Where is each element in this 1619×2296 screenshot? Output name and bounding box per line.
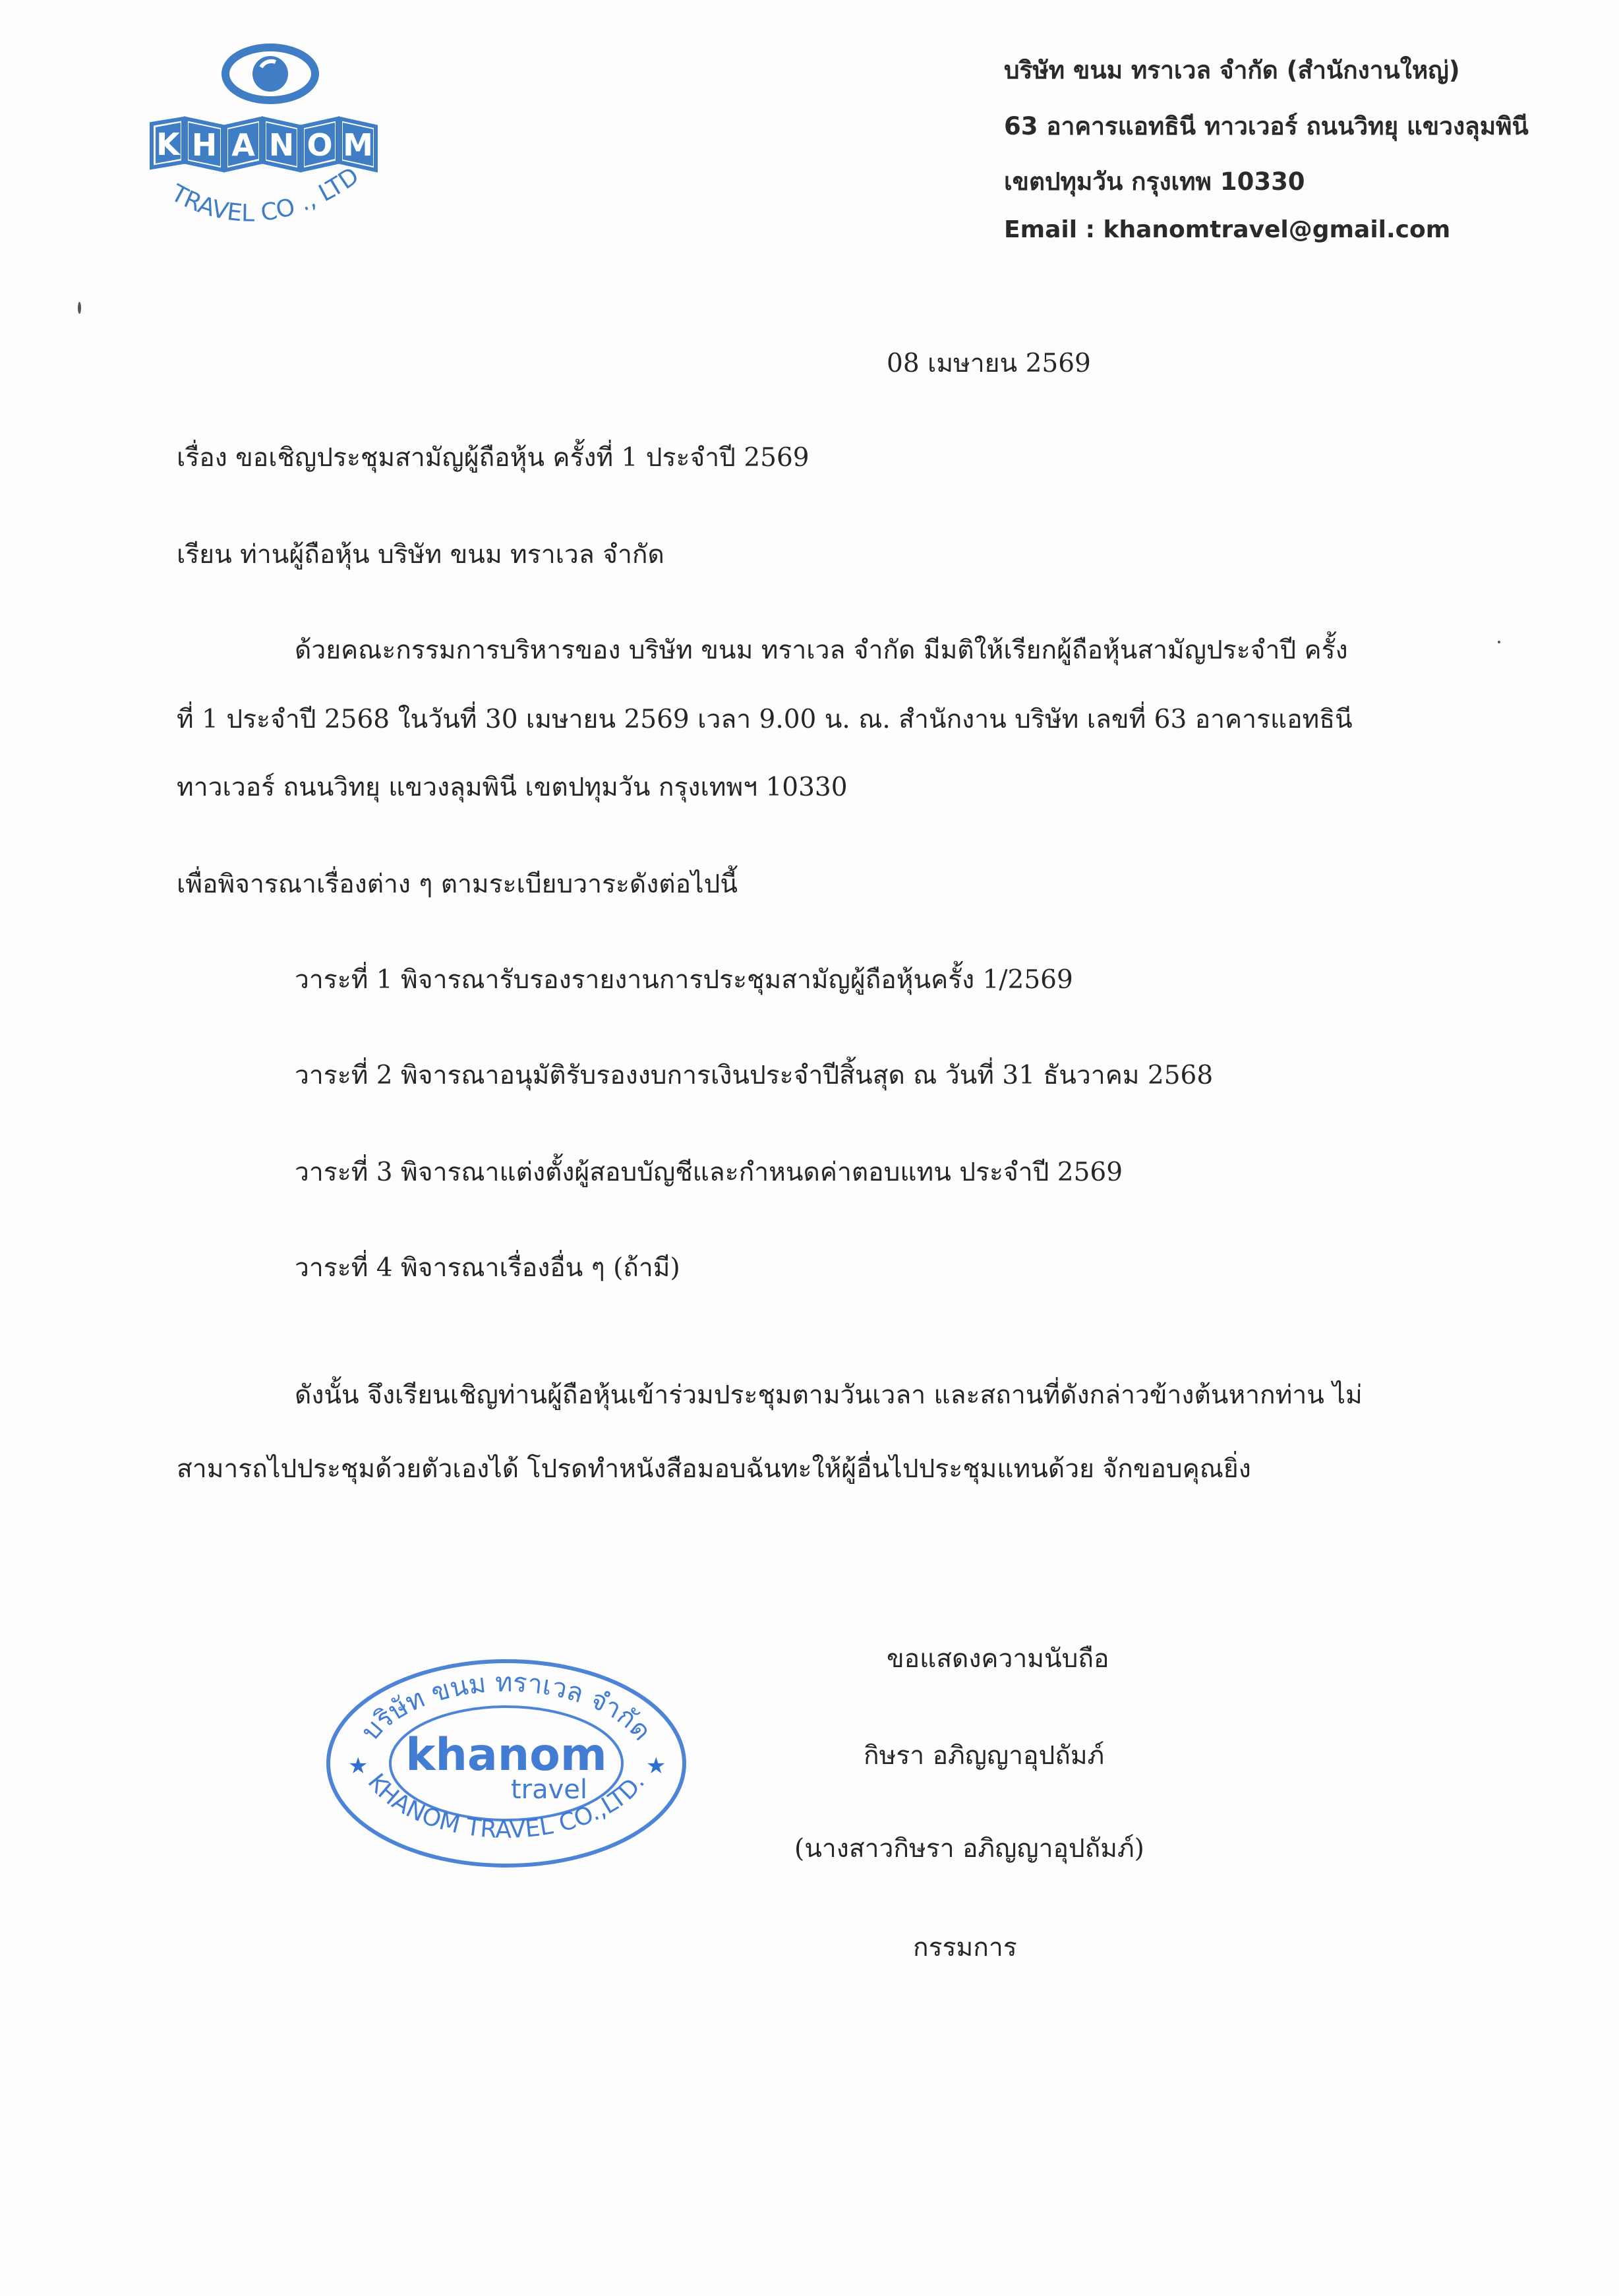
paragraph-line: ดังนั้น จึงเรียนเชิญท่านผู้ถือหุ้นเข้าร่วมประชุมตามวันเวลา และสถานที่ดังกล่าวข้างต้นหากท่าน ไม่ bbox=[295, 1380, 1363, 1410]
company-email: Email : khanomtravel@gmail.com bbox=[1004, 216, 1451, 243]
logo-letter-boxes bbox=[152, 119, 376, 170]
paragraph-line: ที่ 1 ประจำปี 2568 ในวันที่ 30 เมษายน 2569 เวลา 9.00 น. ณ. สำนักงาน บริษัท เลขที่ 63 อาคารแอทธินี bbox=[177, 705, 1353, 734]
paragraph-line: ด้วยคณะกรรมการบริหารของ บริษัท ขนม ทราเวล จำกัด มีมติให้เรียกผู้ถือหุ้นสามัญประจำปี ครั้ง bbox=[295, 635, 1348, 665]
eye-icon bbox=[225, 47, 315, 100]
letter-subject: เรื่อง ขอเชิญประชุมสามัญผู้ถือหุ้น ครั้งที่ 1 ประจำปี 2569 bbox=[177, 443, 810, 473]
paragraph-line: ทาวเวอร์ ถนนวิทยุ แขวงลุมพินี เขตปทุมวัน กรุงเทพฯ 10330 bbox=[177, 773, 848, 802]
stamp-bottom-text: KHANOM TRAVEL CO.,LTD. bbox=[362, 1769, 651, 1844]
signature: กิษรา อภิญญาอุปถัมภ์ bbox=[864, 1741, 1105, 1771]
star-icon: ★ bbox=[646, 1753, 666, 1779]
logo-letter: O bbox=[307, 127, 333, 163]
company-address-line: 63 อาคารแอทธินี ทาวเวอร์ ถนนวิทยุ แขวงลุมพินี bbox=[1004, 112, 1529, 140]
signer-title: กรรมการ bbox=[913, 1933, 1017, 1962]
company-stamp bbox=[322, 1655, 691, 1872]
logo-graphic bbox=[145, 26, 396, 264]
stamp-top-text: บริษัท ขนม ทราเวล จำกัด bbox=[355, 1667, 657, 1747]
logo-letter: N bbox=[268, 127, 295, 163]
company-logo bbox=[145, 26, 396, 264]
scan-speck bbox=[78, 302, 81, 314]
logo-letter: A bbox=[231, 127, 255, 163]
logo-subtext: TRAVEL CO ., LTD bbox=[166, 162, 365, 227]
company-name-line: บริษัท ขนม ทราเวล จำกัด (สำนักงานใหญ่) bbox=[1004, 56, 1460, 84]
agenda-item: วาระที่ 4 พิจารณาเรื่องอื่น ๆ (ถ้ามี) bbox=[295, 1253, 680, 1283]
stamp-brand: khanom bbox=[405, 1729, 607, 1781]
signer-name: (นางสาวกิษรา อภิญญาอุปถัมภ์) bbox=[794, 1834, 1144, 1864]
logo-letter: H bbox=[191, 127, 218, 163]
star-icon: ★ bbox=[348, 1753, 368, 1779]
closing: ขอแสดงความนับถือ bbox=[887, 1644, 1109, 1674]
agenda-item: วาระที่ 2 พิจารณาอนุมัติรับรองงบการเงินประจำปีสิ้นสุด ณ วันที่ 31 ธันวาคม 2568 bbox=[295, 1061, 1214, 1090]
stamp-graphic bbox=[322, 1655, 691, 1872]
scan-speck bbox=[1498, 641, 1500, 643]
stamp-brand-sub: travel bbox=[510, 1775, 588, 1805]
company-city-line: เขตปทุมวัน กรุงเทพ 10330 bbox=[1004, 167, 1305, 196]
logo-letter: K bbox=[156, 127, 180, 162]
agenda-item: วาระที่ 1 พิจารณารับรองรายงานการประชุมสามัญผู้ถือหุ้นครั้ง 1/2569 bbox=[295, 965, 1073, 995]
paragraph-line: สามารถไปประชุมด้วยตัวเองได้ โปรดทำหนังสือมอบฉันทะให้ผู้อื่นไปประชุมแทนด้วย จักขอบคุณยิ่ง bbox=[177, 1454, 1251, 1484]
letter-date: 08 เมษายน 2569 bbox=[887, 349, 1091, 378]
letter-salutation: เรียน ท่านผู้ถือหุ้น บริษัท ขนม ทราเวล จำกัด bbox=[177, 540, 664, 570]
agenda-item: วาระที่ 3 พิจารณาแต่งตั้งผู้สอบบัญชีและกำหนดค่าตอบแทน ประจำปี 2569 bbox=[295, 1158, 1123, 1187]
agenda-intro: เพื่อพิจารณาเรื่องต่าง ๆ ตามระเบียบวาระดังต่อไปนี้ bbox=[177, 869, 738, 899]
logo-letter: M bbox=[343, 127, 373, 163]
